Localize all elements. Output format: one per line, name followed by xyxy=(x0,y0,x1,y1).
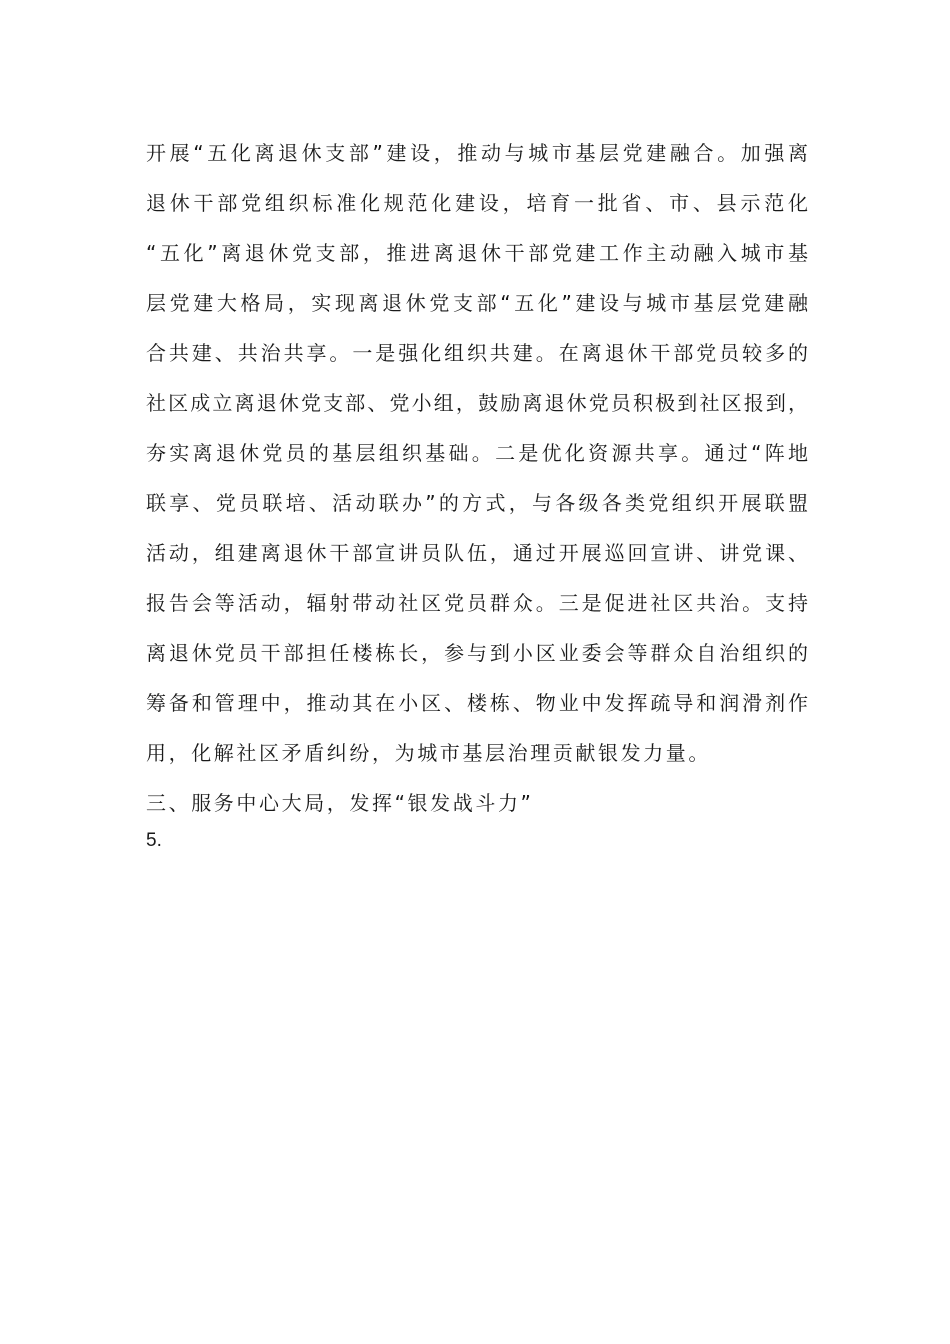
paragraph-line: 用，化解社区矛盾纠纷，为城市基层治理贡献银发力量。 xyxy=(146,741,711,765)
paragraph-line: 退休干部党组织标准化规范化建设，培育一批省、市、县示范化 xyxy=(146,191,808,215)
paragraph-line: 活动，组建离退休干部宣讲员队伍，通过开展巡回宣讲、讲党课、 xyxy=(146,541,808,565)
paragraph-line: “五化”离退休党支部，推进离退休干部党建工作主动融入城市基 xyxy=(146,241,808,265)
document-body xyxy=(146,131,808,831)
page-number: 5. xyxy=(146,830,162,851)
paragraph-line: 联享、党员联培、活动联办”的方式，与各级各类党组织开展联盟 xyxy=(146,491,808,515)
paragraph-line: 夯实离退休党员的基层组织基础。二是优化资源共享。通过“阵地 xyxy=(146,441,808,465)
paragraph-line: 合共建、共治共享。一是强化组织共建。在离退休干部党员较多的 xyxy=(146,341,808,365)
paragraph-line: 开展“五化离退休支部”建设，推动与城市基层党建融合。加强离 xyxy=(146,141,808,165)
paragraph-line: 层党建大格局，实现离退休党支部“五化”建设与城市基层党建融 xyxy=(146,291,808,315)
paragraph-line: 社区成立离退休党支部、党小组，鼓励离退休党员积极到社区报到， xyxy=(146,391,808,415)
paragraph-line: 筹备和管理中，推动其在小区、楼栋、物业中发挥疏导和润滑剂作 xyxy=(146,691,808,715)
paragraph-line: 离退休党员干部担任楼栋长，参与到小区业委会等群众自治组织的 xyxy=(146,641,808,665)
paragraph-line: 报告会等活动，辐射带动社区党员群众。三是促进社区共治。支持 xyxy=(146,591,808,615)
section-heading: 三、服务中心大局，发挥“银发战斗力” xyxy=(146,791,534,815)
